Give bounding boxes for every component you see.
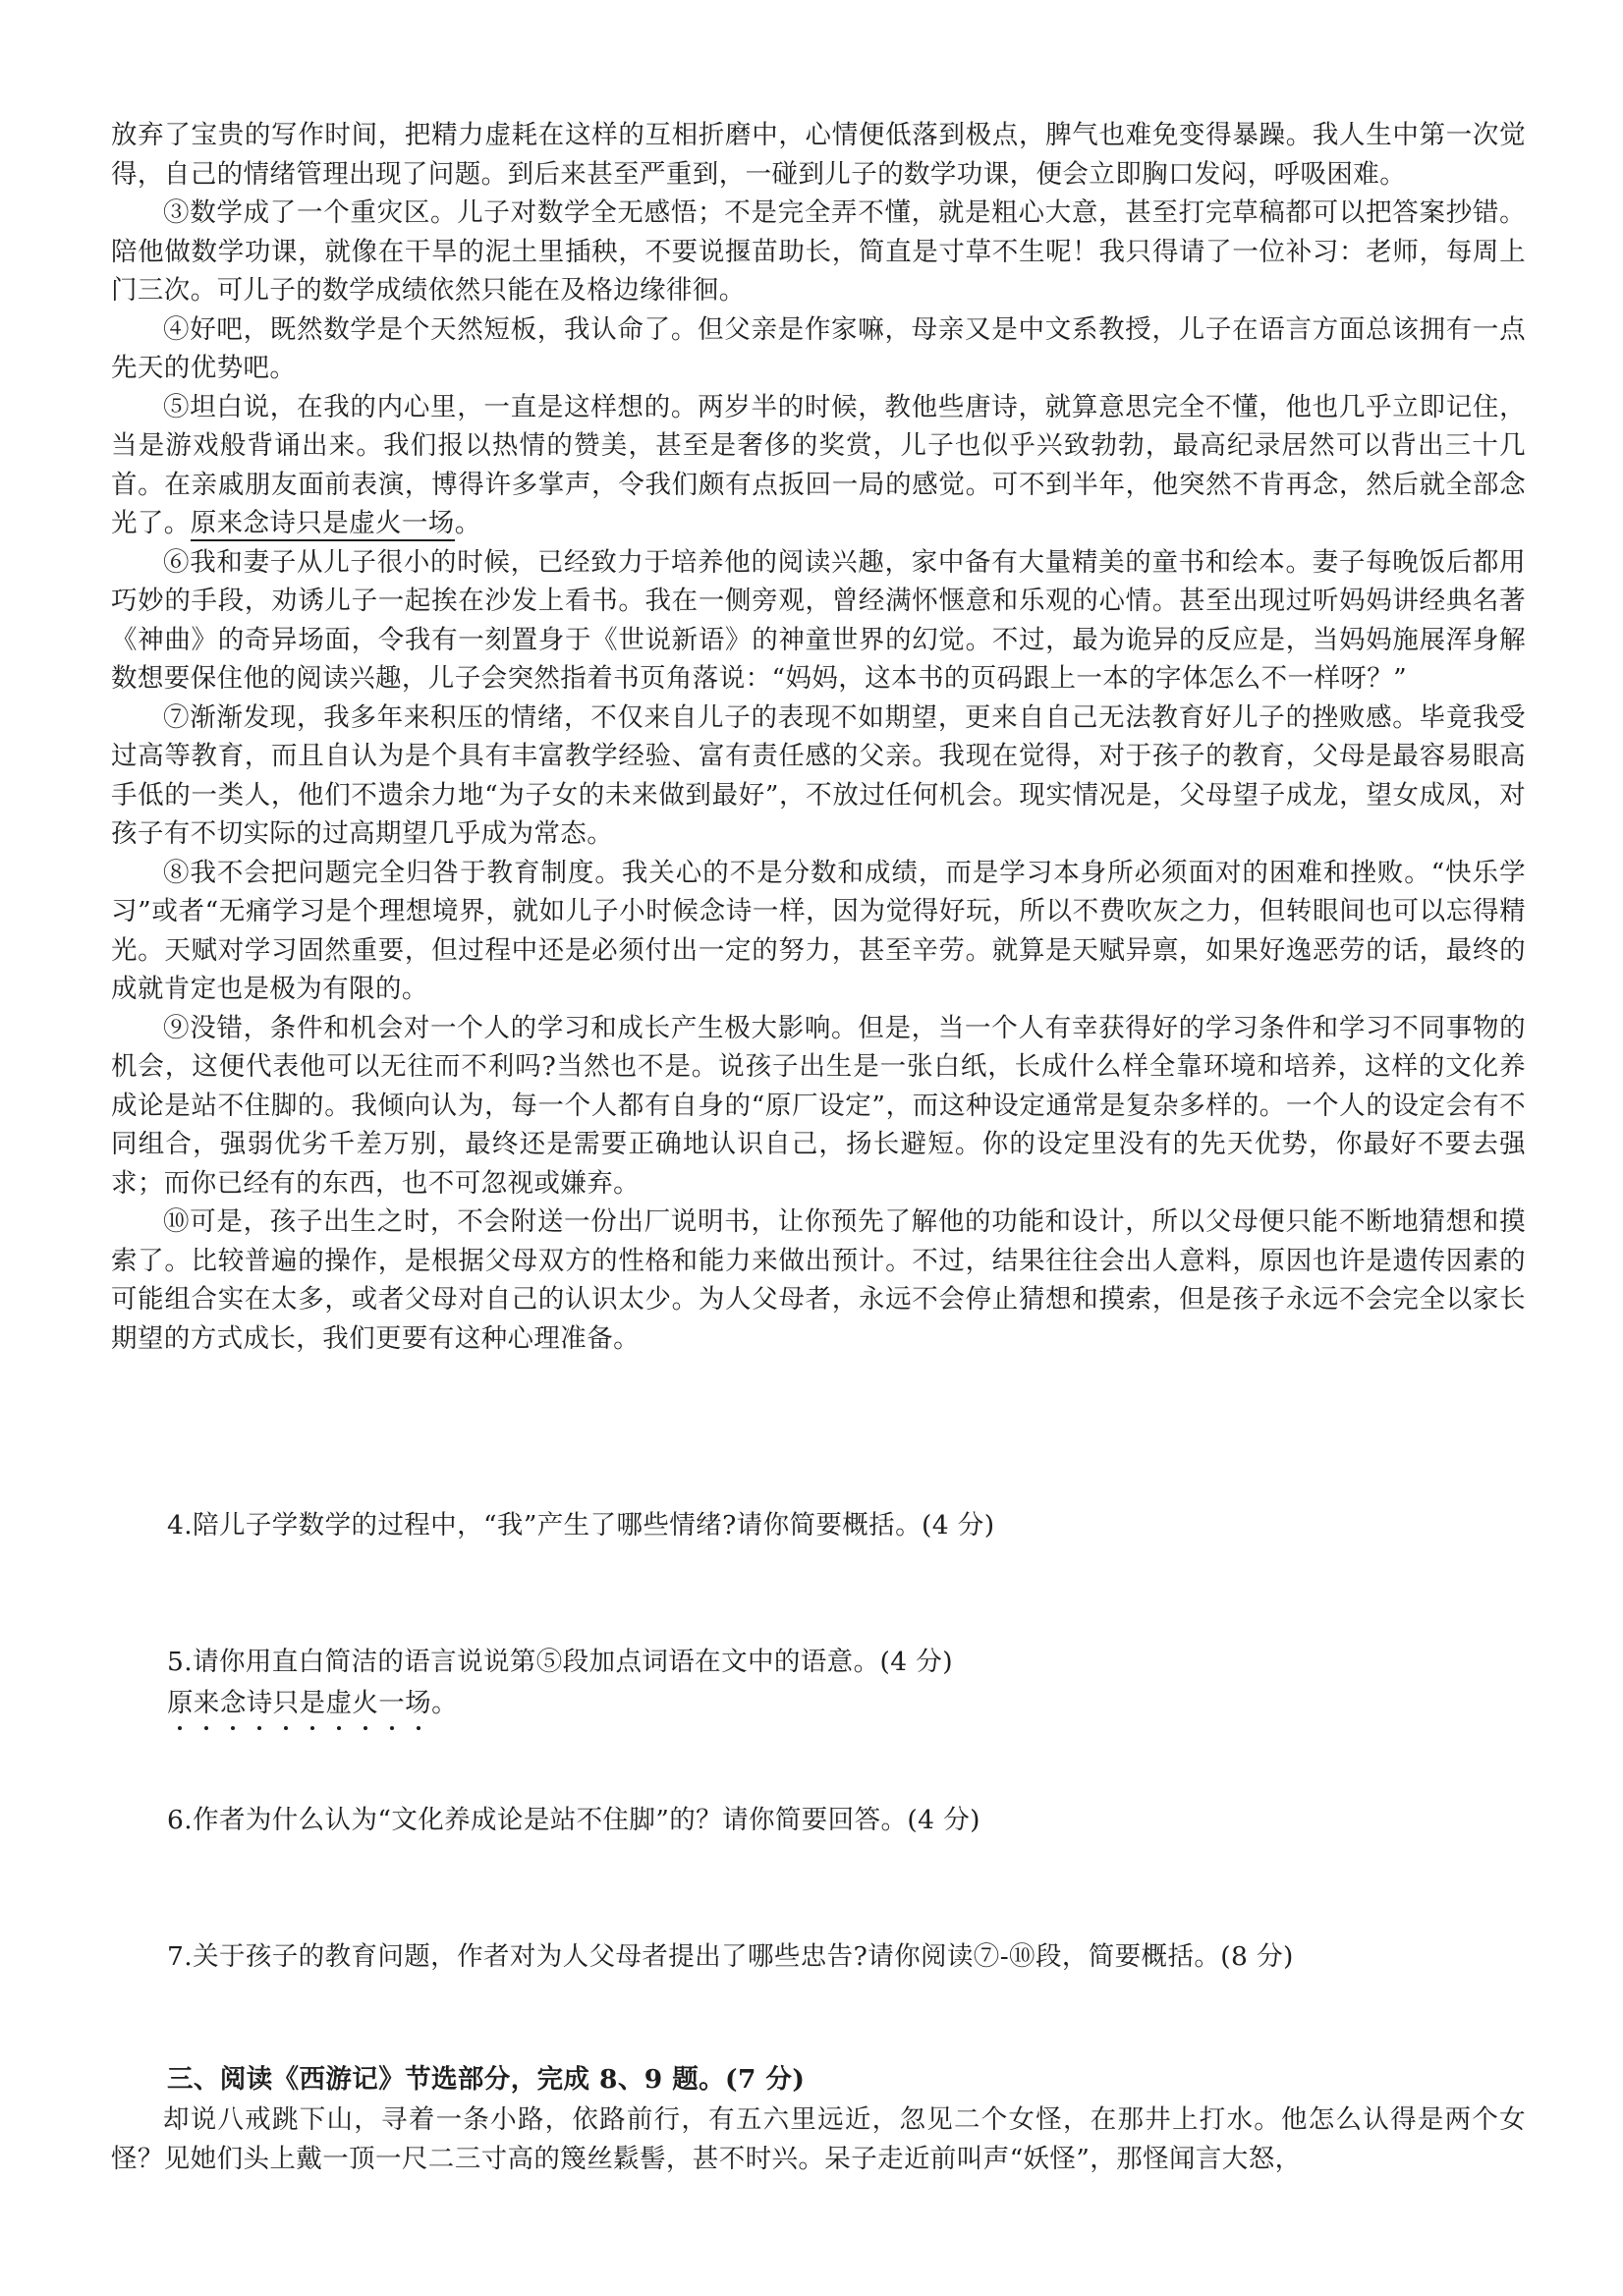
question-5: 5.请你用直白简洁的语言说说第⑤段加点词语在文中的语意。(4 分)	[167, 1647, 953, 1677]
dotted-quote-char: 念	[219, 1688, 247, 1718]
dotted-quote-char: 诗	[246, 1688, 273, 1718]
dotted-quote-char: 火	[352, 1688, 379, 1718]
essay-paragraph-8: ⑧我不会把问题完全归咎于教育制度。我关心的不是分数和成绩，而是学习本身所必须面对的困难和挫败。“快乐学习”或者“无痛学习是个理想境界，就如儿子小时候念诗一样，因为觉得好玩，所以不费吹灰之力，但转眼间也可以忘得精光。天赋对学习固然重要，但过程中还是必须付出一定的努力，甚至辛劳。就算是天赋异禀，如果好逸恶劳的话，最终的成就肯定也是极为有限的。	[111, 857, 1526, 1004]
dotted-quote-char: 。	[431, 1688, 458, 1718]
question-4: 4.陪儿子学数学的过程中，“我”产生了哪些情绪?请你简要概括。(4 分)	[167, 1510, 995, 1540]
essay-body	[111, 116, 1526, 1358]
essay-paragraph-3: ③数学成了一个重灾区。儿子对数学全无感悟；不是完全弄不懂，就是粗心大意，甚至打完草稿都可以把答案抄错。陪他做数学功课，就像在干旱的泥土里插秧，不要说揠苗助长，简直是寸草不生呢！我只得请了一位补习：老师，每周上门三次。可儿子的数学成绩依然只能在及格边缘徘徊。	[111, 197, 1526, 306]
dotted-quote-char: 只	[272, 1688, 300, 1718]
question-5-dotted-quote	[167, 1684, 458, 1722]
paragraph-5-text: ⑤坦白说，在我的内心里，一直是这样想的。两岁半的时候，教他些唐诗，就算意思完全不懂，他也几乎立即记住，当是游戏般背诵出来。我们报以热情的赞美，甚至是奢侈的奖赏，儿子也似乎兴致勃勃，最高纪录居然可以背出三十几首。在亲戚朋友面前表演，博得许多掌声，令我们颇有点扳回一局的感觉。可不到半年，他突然不肯再念，然后就全部念光了。	[111, 391, 1526, 538]
essay-paragraph-4: ④好吧，既然数学是个天然短板，我认命了。但父亲是作家嘛，母亲又是中文系教授，儿子在语言方面总该拥有一点先天的优势吧。	[111, 313, 1526, 383]
question-6: 6.作者为什么认为“文化养成论是站不住脚”的？请你简要回答。(4 分)	[167, 1805, 980, 1835]
essay-paragraph-continued: 放弃了宝贵的写作时间，把精力虚耗在这样的互相折磨中，心情便低落到极点，脾气也难免变得暴躁。我人生中第一次觉得，自己的情绪管理出现了问题。到后来甚至严重到，一碰到儿子的数学功课，便会立即胸口发闷，呼吸困难。	[111, 120, 1526, 190]
essay-paragraph-7: ⑦渐渐发现，我多年来积压的情绪，不仅来自儿子的表现不如期望，更来自自己无法教育好儿子的挫败感。毕竟我受过高等教育，而且自认为是个具有丰富教学经验、富有责任感的父亲。我现在觉得，对于孩子的教育，父母是最容易眼高手低的一类人，他们不遗余力地“为子女的未来做到最好”，不放过任何机会。现实情况是，父母望子成龙，望女成凤，对孩子有不切实际的过高期望几乎成为常态。	[111, 701, 1526, 849]
dotted-quote-char: 来	[193, 1688, 220, 1718]
xiyouji-passage: 却说八戒跳下山，寻着一条小路，依路前行，有五六里远近，忽见二个女怪，在那井上打水。他怎么认得是两个女怪？见她们头上戴一顶一尺二三寸高的篾丝鬏髻，甚不时兴。呆子走近前叫声“妖怪”，那怪闻言大怒，	[111, 2104, 1526, 2174]
essay-paragraph-9: ⑨没错，条件和机会对一个人的学习和成长产生极大影响。但是，当一个人有幸获得好的学习条件和学习不同事物的机会，这便代表他可以无往而不利吗?当然也不是。说孩子出生是一张白纸，长成什么样全靠环境和培养，这样的文化养成论是站不住脚的。我倾向认为，每一个人都有自身的“原厂设定”，而这种设定通常是复杂多样的。一个人的设定会有不同组合，强弱优劣千差万别，最终还是需要正确地认识自己，扬长避短。你的设定里没有的先天优势，你最好不要去强求；而你已经有的东西，也不可忽视或嫌弃。	[111, 1012, 1526, 1199]
xiyouji-passage-block	[111, 2100, 1526, 2178]
dotted-quote-char: 是	[299, 1688, 326, 1718]
dotted-quote-text	[167, 1688, 458, 1718]
dotted-quote-char: 原	[167, 1688, 194, 1718]
underlined-phrase: 原来念诗只是虚火一场	[191, 508, 455, 541]
dotted-quote-char: 场	[405, 1688, 432, 1718]
dotted-quote-char: 一	[378, 1688, 406, 1718]
paragraph-5-end: 。	[454, 508, 481, 538]
essay-paragraph-10: ⑩可是，孩子出生之时，不会附送一份出厂说明书，让你预先了解他的功能和设计，所以父母便只能不断地猜想和摸索了。比较普遍的操作，是根据父母双方的性格和能力来做出预计。不过，结果往往会出人意料，原因也许是遗传因素的可能组合实在太多，或者父母对自己的认识太少。为人父母者，永远不会停止猜想和摸索，但是孩子永远不会完全以家长期望的方式成长，我们更要有这种心理准备。	[111, 1206, 1526, 1354]
question-7: 7.关于孩子的教育问题，作者对为人父母者提出了哪些忠告?请你阅读⑦-⑩段，简要概括。(8 分)	[167, 1941, 1294, 1972]
dotted-quote-char: 虚	[325, 1688, 353, 1718]
essay-paragraph-5	[111, 388, 1526, 543]
section-3-title: 三、阅读《西游记》节选部分，完成 8、9 题。(7 分)	[167, 2064, 806, 2095]
essay-paragraph-6: ⑥我和妻子从儿子很小的时候，已经致力于培养他的阅读兴趣，家中备有大量精美的童书和绘本。妻子每晚饭后都用巧妙的手段，劝诱儿子一起挨在沙发上看书。我在一侧旁观，曾经满怀惬意和乐观的心情。甚至出现过听妈妈讲经典名著《神曲》的奇异场面，令我有一刻置身于《世说新语》的神童世界的幻觉。不过，最为诡异的反应是，当妈妈施展浑身解数想要保住他的阅读兴趣，儿子会突然指着书页角落说：“妈妈，这本书的页码跟上一本的字体怎么不一样呀？”	[111, 546, 1526, 694]
